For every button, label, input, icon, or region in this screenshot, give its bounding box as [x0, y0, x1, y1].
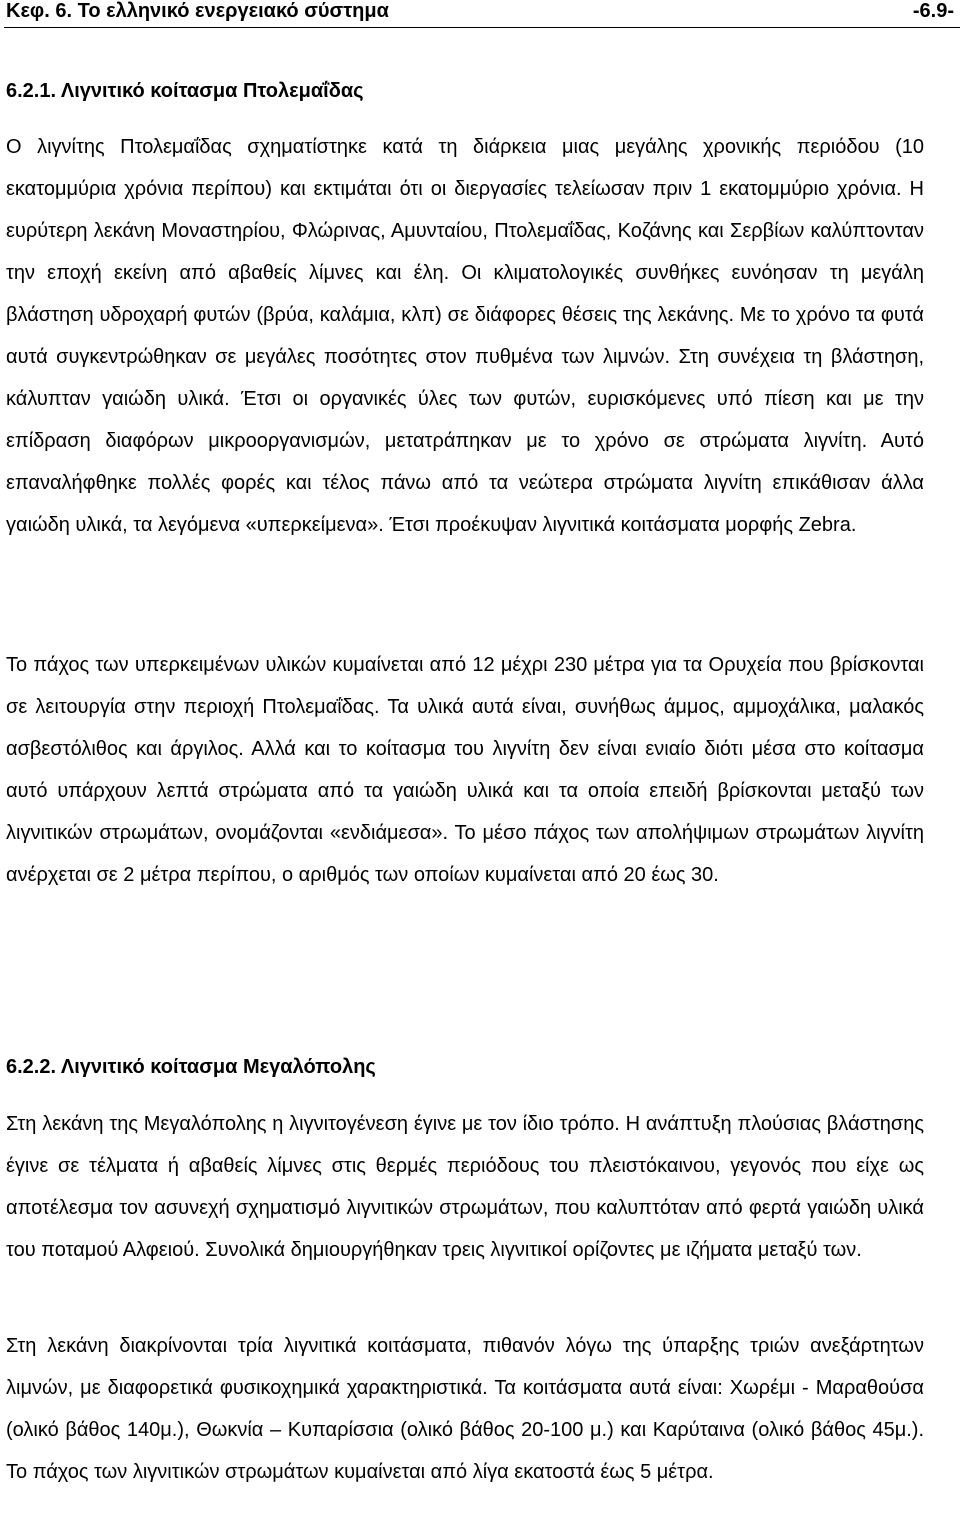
chapter-title: Κεφ. 6. Το ελληνικό ενεργειακό σύστημα — [6, 0, 389, 22]
page-header — [6, 0, 960, 30]
paragraph-ptolemaida-overburden: Το πάχος των υπερκειμένων υλικών κυμαίνεται από 12 μέχρι 230 μέτρα για τα Ορυχεία που βρίσκονται σε λειτουργία στην περιοχή Πτολεμαΐδας. Τα υλικά αυτά είναι, συνήθως άμμος, αμμοχάλικα, μαλακός ασβεστόλιθος και άργιλος. Αλλά και το κοίτασμα του λιγνίτη δεν είναι ενιαίο διότι μέσα στο κοίτασμα αυτό υπάρχουν λεπτά στρώματα από τα γαιώδη υλικά και τα οποία επειδή βρίσκονται μεταξύ των λιγνιτικών στρωμάτων, ονομάζονται «ενδιάμεσα». Το μέσο πάχος των απολήψιμων στρωμάτων λιγνίτη ανέρχεται σε 2 μέτρα περίπου, ο αριθμός των οποίων κυμαίνεται από 20 έως 30. — [6, 654, 924, 886]
paragraph-megalopoli-deposits: Στη λεκάνη διακρίνονται τρία λιγνιτικά κοιτάσματα, πιθανόν λόγω της ύπαρξης τριών ανεξάρτητων λιμνών, με διαφορετικά φυσικοχημικά χαρακτηριστικά. Τα κοιτάσματα αυτά είναι: Χωρέμι - Μαραθούσα (ολικό βάθος 140μ.), Θωκνία – Κυπαρίσσια (ολικό βάθος 20-100 μ.) και Καρύταινα (ολικό βάθος 45μ.). Το πάχος των λιγνιτικών στρωμάτων κυμαίνεται από λίγα εκατοστά έως 5 μέτρα. — [6, 1335, 924, 1483]
header-divider — [4, 27, 960, 28]
section-heading-ptolemaida: 6.2.1. Λιγνιτικό κοίτασμα Πτολεμαΐδας — [6, 80, 364, 102]
page-number: -6.9- — [912, 0, 954, 22]
paragraph-ptolemaida-formation: Ο λιγνίτης Πτολεμαΐδας σχηματίστηκε κατά τη διάρκεια μιας μεγάλης χρονικής περιόδου (10 εκατομμύρια χρόνια περίπου) και εκτιμάται ότι οι διεργασίες τελείωσαν πριν 1 εκατομμύριο χρόνια. Η ευρύτερη λεκάνη Μοναστηρίου, Φλώρινας, Αμυνταίου, Πτολεμαΐδας, Κοζάνης και Σερβίων καλύπτονταν την εποχή εκείνη από αβαθείς λίμνες και έλη. Οι κλιματολογικές συνθήκες ευνόησαν τη μεγάλη βλάστηση υδροχαρή φυτών (βρύα, καλάμια, κλπ) σε διάφορες θέσεις της λεκάνης. Με το χρόνο τα φυτά αυτά συγκεντρώθηκαν σε μεγάλες ποσότητες στον πυθμένα των λιμνών. Στη συνέχεια τη βλάστηση, κάλυπταν γαιώδη υλικά. Έτσι οι οργανικές ύλες των φυτών, ευρισκόμενες υπό πίεση και με την επίδραση διαφόρων μικροοργανισμών, μετατράπηκαν με το χρόνο σε στρώματα λιγνίτη. Αυτό επαναλήφθηκε πολλές φορές και τέλος πάνω από τα νεώτερα στρώματα λιγνίτη επικάθισαν άλλα γαιώδη υλικά, τα λεγόμενα «υπερκείμενα». Έτσι προέκυψαν λιγνιτικά κοιτάσματα μορφής Zebra. — [6, 136, 924, 536]
section-heading-megalopoli: 6.2.2. Λιγνιτικό κοίτασμα Μεγαλόπολης — [6, 1056, 376, 1078]
paragraph-megalopoli-formation: Στη λεκάνη της Μεγαλόπολης η λιγνιτογένεση έγινε με τον ίδιο τρόπο. Η ανάπτυξη πλούσιας βλάστησης έγινε σε τέλματα ή αβαθείς λίμνες στις θερμές περιόδους του πλειστόκαινου, γεγονός που είχε ως αποτέλεσμα τον ασυνεχή σχηματισμό λιγνιτικών στρωμάτων, που καλυπτόταν από φερτά γαιώδη υλικά του ποταμού Αλφειού. Συνολικά δημιουργήθηκαν τρεις λιγνιτικοί ορίζοντες με ιζήματα μεταξύ των. — [6, 1113, 924, 1261]
